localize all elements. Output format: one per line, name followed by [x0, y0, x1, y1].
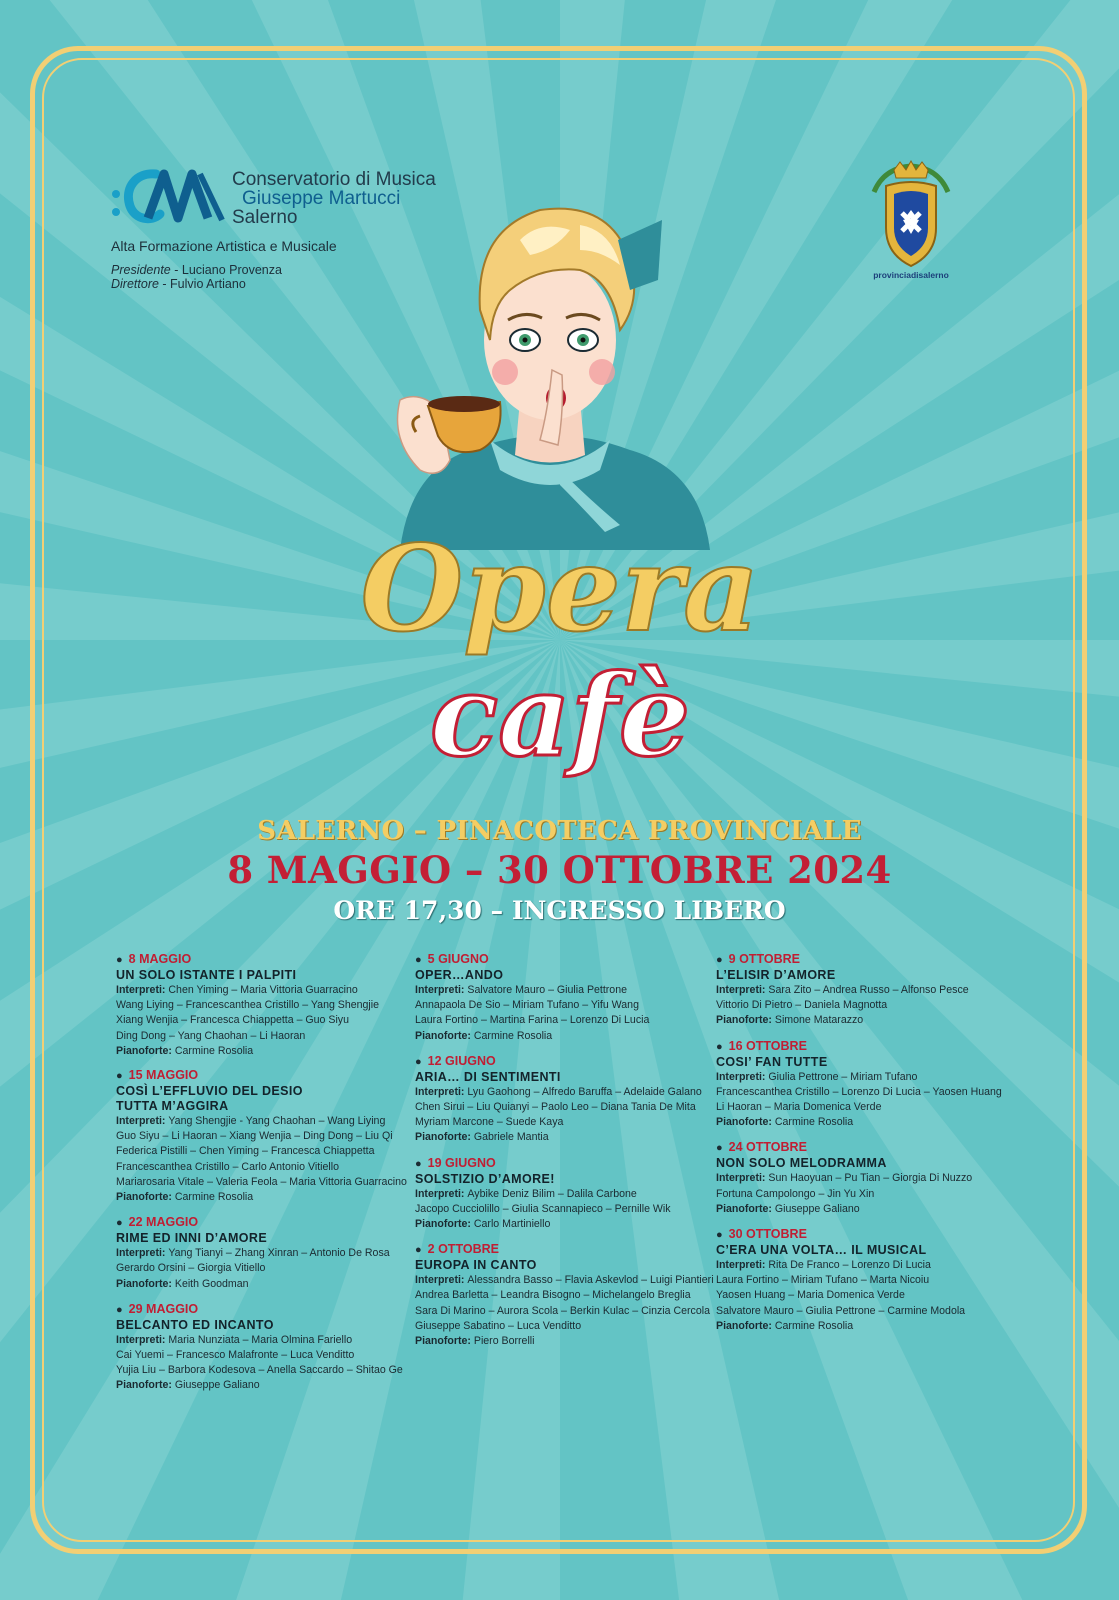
- event-entry: [716, 1140, 1006, 1217]
- performers-line: [415, 1304, 710, 1319]
- performers-line: [415, 1115, 705, 1130]
- pianist-line: [116, 1044, 406, 1059]
- performers-label: Interpreti: [716, 984, 762, 996]
- event-date: [716, 1039, 1006, 1055]
- performers-names: Yaosen Huang – Maria Domenica Verde: [716, 1289, 905, 1302]
- performers-line: [716, 1171, 1006, 1186]
- performers-label: Interpreti: [116, 1333, 162, 1346]
- pianist-label: Pianoforte: [415, 1335, 468, 1348]
- label-colon: :: [768, 1116, 775, 1129]
- performers-line: [716, 1070, 1006, 1085]
- performers-label: Interpreti: [716, 1172, 762, 1185]
- label-colon: :: [768, 1202, 775, 1215]
- pianist-label: Pianoforte: [116, 1277, 169, 1290]
- bullet-icon: ●: [116, 954, 123, 966]
- label-colon: :: [161, 1115, 169, 1128]
- event-title: C’ERA UNA VOLTA… IL MUSICAL: [716, 1243, 927, 1258]
- label-colon: :: [460, 984, 468, 996]
- performers-line: [716, 1273, 1006, 1288]
- pianist-name: Carmine Rosolia: [174, 1191, 254, 1204]
- event-date-text: 30 OTTOBRE: [728, 1227, 807, 1242]
- bullet-icon: ●: [415, 1055, 422, 1068]
- bullet-icon: ●: [415, 1157, 422, 1170]
- event-entry: [716, 1227, 1006, 1334]
- performers-line: [415, 1202, 705, 1217]
- pianist-name: Carmine Rosolia: [774, 1319, 854, 1332]
- governance-block: [111, 263, 282, 291]
- president-line: [111, 263, 282, 277]
- event-date: [415, 1054, 705, 1070]
- event-title: NON SOLO MELODRAMMA: [716, 1156, 887, 1171]
- event-date-text: 22 MAGGIO: [128, 1215, 199, 1230]
- performers-line: [116, 1261, 406, 1276]
- pianist-line: [716, 1115, 1006, 1130]
- performers-names: Sun Haoyuan – Pu Tian – Giorgia Di Nuzzo: [768, 1172, 973, 1185]
- performers-names: Myriam Marcone – Suede Kaya: [415, 1116, 564, 1129]
- performers-line: [716, 1288, 1006, 1303]
- performers-names: Annapaola De Sio – Miriam Tufano – Yifu Wang: [415, 999, 639, 1012]
- performers-names: Wang Liying – Francescanthea Cristillo – Yang Shengjie: [116, 999, 380, 1012]
- performers-label: Interpreti: [116, 984, 162, 996]
- performers-line: [415, 1273, 714, 1288]
- event-entry: [415, 1054, 705, 1146]
- label-colon: :: [761, 1070, 769, 1083]
- performers-names: Guo Siyu – Li Haoran – Xiang Wenjia – Ding Dong – Liu Qi: [116, 1130, 393, 1143]
- program-column-1: [116, 952, 406, 1404]
- performers-names: Yujia Liu – Barbora Kodesova – Anella Saccardo – Shitao Ge: [116, 1364, 403, 1377]
- event-entry: [716, 952, 1006, 1029]
- pianist-label: Pianoforte: [116, 1379, 169, 1392]
- performers-line: [116, 1029, 406, 1044]
- pianist-name: Keith Goodman: [174, 1277, 249, 1290]
- bullet-icon: ●: [716, 1142, 723, 1155]
- performers-line: [716, 983, 1006, 998]
- venue-line: SALERNO – PINACOTECA PROVINCIALE: [257, 816, 862, 846]
- label-colon: :: [467, 1218, 474, 1231]
- performers-line: [116, 1129, 406, 1144]
- performers-line: [116, 1246, 406, 1261]
- event-date: [415, 952, 705, 968]
- event-date-text: 8 MAGGIO: [128, 952, 192, 966]
- event-date: [116, 1068, 406, 1084]
- event-entry: [415, 1156, 705, 1233]
- pianist-label: Pianoforte: [415, 1131, 468, 1144]
- event-entry: [415, 1242, 714, 1349]
- pianist-line: [415, 1130, 705, 1145]
- performers-names: Li Haoran – Maria Domenica Verde: [716, 1101, 882, 1114]
- pianist-line: [716, 1319, 1006, 1334]
- performers-label: Interpreti: [716, 1259, 762, 1272]
- label-colon: :: [161, 1247, 169, 1260]
- afam-subtitle: Alta Formazione Artistica e Musicale: [111, 238, 337, 254]
- logo-line-2: Giuseppe Martucci: [242, 188, 401, 209]
- performers-line: [116, 1160, 406, 1175]
- event-title: OPER…ANDO: [415, 968, 504, 982]
- event-title: L’ELISIR D’AMORE: [716, 968, 836, 982]
- performers-line: [116, 998, 406, 1013]
- performers-line: [415, 1085, 705, 1100]
- performers-names: Maria Nunziata – Maria Olmina Fariello: [168, 1333, 353, 1346]
- pianist-line: [116, 1378, 406, 1393]
- performers-names: Ding Dong – Yang Chaohan – Li Haoran: [116, 1029, 306, 1042]
- performers-names: Cai Yuemi – Francesco Malafronte – Luca Venditto: [116, 1349, 355, 1362]
- performers-line: [716, 1258, 1006, 1273]
- pianist-line: [716, 1013, 1006, 1028]
- performers-names: Sara Di Marino – Aurora Scola – Berkin Kulac – Cinzia Cercola: [415, 1304, 710, 1317]
- bullet-icon: ●: [716, 1229, 723, 1242]
- performers-line: [415, 1013, 705, 1028]
- event-date: [716, 1140, 1006, 1156]
- pianist-name: Simone Matarazzo: [774, 1014, 864, 1027]
- pianist-label: Pianoforte: [716, 1319, 769, 1332]
- label-colon: :: [761, 1259, 769, 1272]
- bullet-icon: ●: [415, 954, 422, 966]
- hours-line: ORE 17,30 – INGRESSO LIBERO: [333, 896, 786, 925]
- pianist-line: [415, 1217, 705, 1232]
- president-role: Presidente: [111, 263, 171, 277]
- label-colon: :: [761, 984, 769, 996]
- event-title: EUROPA IN CANTO: [415, 1258, 537, 1273]
- performers-line: [716, 1187, 1006, 1202]
- event-entry: [116, 1215, 406, 1292]
- performers-names: Aybike Deniz Bilim – Dalila Carbone: [467, 1187, 637, 1200]
- label-colon: :: [467, 1131, 474, 1144]
- performers-line: [415, 1319, 705, 1334]
- bullet-icon: ●: [116, 1217, 123, 1230]
- event-date-text: 16 OTTOBRE: [728, 1038, 807, 1053]
- performers-names: Sara Zito – Andrea Russo – Alfonso Pesce: [768, 984, 969, 996]
- pianist-name: Giuseppe Galiano: [774, 1202, 860, 1215]
- performers-line: [116, 1144, 406, 1159]
- bullet-icon: ●: [116, 1070, 123, 1083]
- pianist-name: Carmine Rosolia: [174, 1044, 254, 1057]
- pinup-woman-illustration: [380, 170, 720, 550]
- performers-label: Interpreti: [116, 1115, 162, 1128]
- program-column-2: [415, 952, 714, 1359]
- performers-line: [116, 1114, 406, 1129]
- dates-line: 8 MAGGIO – 30 OTTOBRE 2024: [227, 848, 892, 892]
- pianist-label: Pianoforte: [716, 1202, 769, 1215]
- performers-label: Interpreti: [415, 1274, 461, 1287]
- performers-names: Laura Fortino – Miriam Tufano – Marta Nicoiu: [716, 1274, 930, 1287]
- label-colon: :: [161, 984, 169, 996]
- event-date: [415, 1156, 705, 1172]
- performers-names: Vittorio Di Pietro – Daniela Magnotta: [716, 999, 888, 1012]
- performers-line: [716, 1100, 1006, 1115]
- director-role: Direttore: [111, 277, 159, 291]
- performers-line: [716, 998, 1006, 1013]
- label-colon: :: [467, 1335, 474, 1348]
- performers-names: Jacopo Cucciolillo – Giulia Scannapieco – Pernille Wik: [415, 1202, 671, 1215]
- event-date-text: 2 OTTOBRE: [427, 1242, 499, 1257]
- event-date-text: 29 MAGGIO: [128, 1301, 199, 1316]
- event-title: COSÌ L’EFFLUVIO DEL DESIO: [116, 1084, 303, 1099]
- performers-names: Fortuna Campolongo – Jin Yu Xin: [716, 1187, 875, 1200]
- performers-label: Interpreti: [415, 984, 461, 996]
- performers-names: Yang Tianyi – Zhang Xinran – Antonio De Rosa: [168, 1247, 390, 1260]
- bullet-icon: ●: [116, 1303, 123, 1316]
- performers-line: [716, 1304, 1006, 1319]
- event-entry: [116, 952, 406, 1059]
- program-column-3: [716, 952, 1006, 1344]
- logo-line-1: Conservatorio di Musica: [232, 169, 436, 190]
- performers-names: Alessandra Basso – Flavia Askevlod – Luigi Piantieri: [467, 1274, 714, 1287]
- event-date-text: 19 GIUGNO: [427, 1155, 496, 1170]
- event-title: ARIA… DI SENTIMENTI: [415, 1069, 561, 1084]
- pianist-line: [116, 1277, 406, 1292]
- provincia-label: provinciadisalerno: [873, 270, 949, 280]
- title-cafe: [400, 640, 720, 790]
- performers-names: Francescanthea Cristillo – Carlo Antonio Vitiello: [116, 1160, 339, 1173]
- bullet-icon: ●: [716, 954, 723, 966]
- performers-names: Yang Shengjie - Yang Chaohan – Wang Liying: [168, 1115, 386, 1128]
- performers-label: Interpreti: [716, 1070, 762, 1083]
- pianist-name: Piero Borrelli: [473, 1335, 535, 1348]
- event-date: [716, 1227, 1006, 1243]
- performers-names: Andrea Barletta – Leandra Bisogno – Michelangelo Breglia: [415, 1289, 691, 1302]
- pianist-name: Carlo Martiniello: [473, 1218, 551, 1231]
- performers-names: Salvatore Mauro – Giulia Pettrone: [467, 984, 627, 996]
- performers-line: [716, 1085, 1006, 1100]
- performers-names: Federica Pistilli – Chen Yiming – Francesca Chiappetta: [116, 1145, 375, 1158]
- performers-line: [415, 1187, 705, 1202]
- title-cafe-text: cafè: [429, 651, 691, 782]
- label-colon: :: [161, 1333, 169, 1346]
- pianist-label: Pianoforte: [716, 1014, 769, 1027]
- performers-names: Rita De Franco – Lorenzo Di Lucia: [768, 1259, 931, 1272]
- event-date: [116, 952, 406, 968]
- performers-line: [415, 998, 705, 1013]
- performers-names: Xiang Wenjia – Francesca Chiappetta – Guo Siyu: [116, 1014, 350, 1027]
- pianist-line: [116, 1190, 406, 1205]
- label-colon: :: [460, 1274, 468, 1287]
- logo-line-3: Salerno: [232, 207, 298, 228]
- performers-line: [415, 1288, 705, 1303]
- event-title: TUTTA M’AGGIRA: [116, 1099, 229, 1114]
- performers-names: Chen Yiming – Maria Vittoria Guarracino: [168, 984, 358, 996]
- performers-line: [116, 1363, 406, 1378]
- event-date-text: 24 OTTOBRE: [728, 1140, 807, 1155]
- event-entry: [116, 1302, 406, 1394]
- pianist-name: Carmine Rosolia: [473, 1029, 553, 1042]
- performers-label: Interpreti: [415, 1187, 461, 1200]
- performers-line: [116, 983, 406, 998]
- performers-names: Lyu Gaohong – Alfredo Baruffa – Adelaide Galano: [467, 1085, 702, 1098]
- event-entry: [116, 1068, 406, 1205]
- pianist-line: [415, 1029, 705, 1044]
- pianist-label: Pianoforte: [116, 1044, 169, 1057]
- event-date: [116, 1215, 406, 1231]
- event-entry: [716, 1039, 1006, 1131]
- bullet-icon: ●: [415, 1244, 422, 1257]
- event-title: SOLSTIZIO D’AMORE!: [415, 1171, 555, 1186]
- label-colon: :: [768, 1014, 775, 1027]
- performers-line: [116, 1013, 406, 1028]
- performers-names: Laura Fortino – Martina Farina – Lorenzo Di Lucia: [415, 1014, 650, 1027]
- president-name: - Luciano Provenza: [170, 263, 282, 277]
- event-title: BELCANTO ED INCANTO: [116, 1317, 274, 1332]
- pianist-name: Giuseppe Galiano: [174, 1379, 260, 1392]
- label-colon: :: [168, 1191, 175, 1204]
- title-opera-text: Opera: [360, 519, 760, 658]
- performers-names: Francescanthea Cristillo – Lorenzo Di Lucia – Yaosen Huang: [716, 1085, 1002, 1098]
- conservatorio-logo-icon: [108, 160, 233, 230]
- performers-label: Interpreti: [415, 1085, 461, 1098]
- performers-names: Giuseppe Sabatino – Luca Venditto: [415, 1319, 582, 1332]
- event-date: [716, 952, 1006, 968]
- event-date-text: 12 GIUGNO: [427, 1053, 496, 1068]
- performers-names: Chen Sirui – Liu Quianyi – Paolo Leo – Diana Tania De Mita: [415, 1101, 696, 1114]
- pianist-label: Pianoforte: [415, 1029, 468, 1042]
- event-date-text: 9 OTTOBRE: [728, 952, 800, 966]
- bullet-icon: ●: [716, 1040, 723, 1053]
- performers-line: [116, 1175, 406, 1190]
- event-date: [116, 1302, 406, 1318]
- event-title: RIME ED INNI D’AMORE: [116, 1231, 268, 1246]
- performers-names: Salvatore Mauro – Giulia Pettrone – Carmine Modola: [716, 1304, 966, 1317]
- event-date-text: 15 MAGGIO: [128, 1068, 199, 1083]
- pianist-name: Carmine Rosolia: [774, 1116, 854, 1129]
- performers-line: [415, 1100, 705, 1115]
- director-line: [111, 277, 282, 291]
- director-name: - Fulvio Artiano: [158, 277, 246, 291]
- performers-label: Interpreti: [116, 1247, 162, 1260]
- pianist-label: Pianoforte: [415, 1218, 468, 1231]
- pianist-line: [716, 1202, 1006, 1217]
- event-title: UN SOLO ISTANTE I PALPITI: [116, 968, 297, 982]
- label-colon: :: [467, 1029, 474, 1042]
- performers-line: [116, 1348, 406, 1363]
- pianist-line: [415, 1334, 705, 1349]
- event-entry: [415, 952, 705, 1044]
- label-colon: :: [460, 1187, 468, 1200]
- pianist-label: Pianoforte: [116, 1191, 169, 1204]
- pianist-label: Pianoforte: [716, 1116, 769, 1129]
- label-colon: :: [761, 1172, 769, 1185]
- event-date-text: 5 GIUGNO: [427, 952, 489, 966]
- performers-names: Gerardo Orsini – Giorgia Vitiello: [116, 1262, 266, 1275]
- performers-line: [116, 1333, 406, 1348]
- label-colon: :: [460, 1085, 468, 1098]
- label-colon: :: [768, 1319, 775, 1332]
- performers-names: Giulia Pettrone – Miriam Tufano: [768, 1070, 918, 1083]
- performers-line: [415, 983, 705, 998]
- label-colon: :: [168, 1044, 175, 1057]
- event-date: [415, 1242, 705, 1258]
- event-title: COSI’ FAN TUTTE: [716, 1054, 828, 1069]
- label-colon: :: [168, 1379, 175, 1392]
- performers-names: Mariarosaria Vitale – Valeria Feola – Maria Vittoria Guarracino: [116, 1175, 407, 1188]
- provincia-crest-icon: [864, 158, 958, 276]
- pianist-name: Gabriele Mantia: [473, 1131, 549, 1144]
- label-colon: :: [168, 1277, 175, 1290]
